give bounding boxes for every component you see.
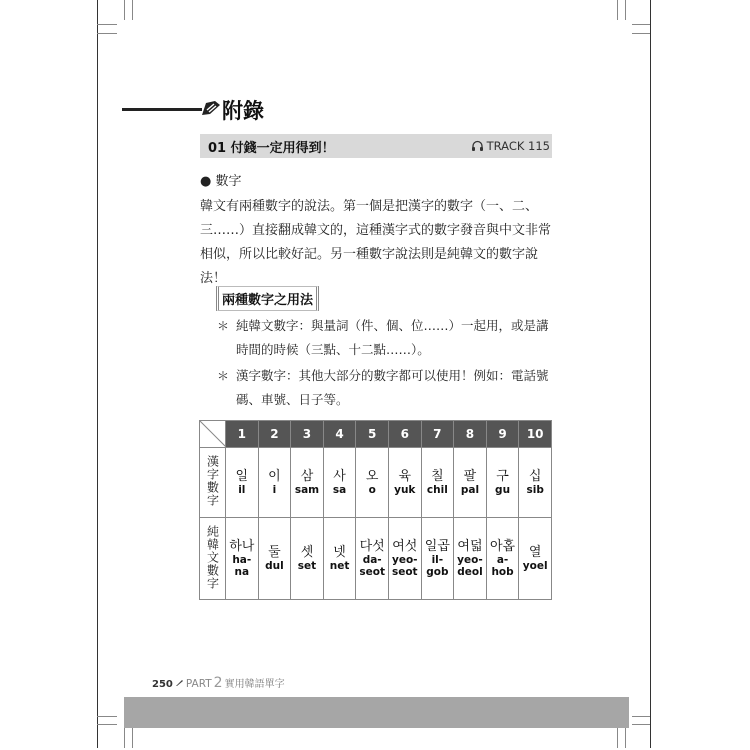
romanization: yoel [522, 559, 548, 572]
romanization: sib [526, 483, 544, 496]
number-header: 7 [421, 421, 454, 448]
number-cell [291, 518, 324, 600]
headphones-icon [471, 140, 484, 152]
romanization: o [368, 483, 376, 496]
korean-word: 오 [365, 468, 379, 484]
number-cell [388, 448, 421, 518]
row-label [200, 518, 226, 600]
crop-mark [132, 0, 133, 20]
crop-mark [617, 0, 618, 20]
row-label [200, 448, 226, 518]
number-cell [356, 448, 389, 518]
romanization: chil [426, 483, 448, 496]
number-cell [388, 518, 421, 600]
number-cell [291, 448, 324, 518]
number-cell [258, 518, 291, 600]
pencil-icon [175, 678, 184, 687]
crop-mark [625, 728, 626, 748]
table-row [200, 518, 552, 600]
page-number: 250 [152, 679, 173, 690]
number-header: 3 [291, 421, 324, 448]
number-cell [486, 518, 519, 600]
pencil-icon [201, 99, 221, 117]
romanization: i [272, 483, 277, 496]
number-cell [519, 448, 552, 518]
number-cell [258, 448, 291, 518]
romanization: yuk [394, 483, 416, 496]
korean-word: 셋 [300, 544, 314, 560]
romanization: a-hob [491, 553, 514, 578]
korean-word: 여덟 [457, 538, 483, 554]
korean-word: 육 [398, 468, 412, 484]
crop-mark [97, 724, 117, 725]
number-cell [226, 448, 259, 518]
korean-word: 구 [496, 468, 509, 484]
crop-mark [124, 728, 125, 748]
number-cell [486, 448, 519, 518]
page-footer [152, 675, 285, 691]
crop-mark [97, 24, 117, 25]
section-bar [200, 134, 552, 158]
romanization: set [297, 559, 317, 572]
number-header: 6 [388, 421, 421, 448]
crop-mark [124, 0, 125, 20]
track-label [471, 139, 550, 153]
numbers-subheading: ● 數字 [200, 174, 242, 189]
romanization: gu [495, 483, 511, 496]
korean-word: 넷 [333, 544, 346, 560]
crop-mark [632, 33, 650, 34]
bullet-item [217, 364, 557, 412]
crop-mark [632, 716, 650, 717]
page-title: 附錄 [222, 99, 264, 123]
romanization: il- gob [426, 553, 449, 578]
korean-word: 열 [528, 544, 542, 560]
track-number: TRACK 115 [486, 139, 550, 153]
korean-word: 둘 [268, 544, 281, 560]
footer-text: 實用韓語單字 [224, 679, 285, 690]
number-cell [323, 518, 356, 600]
korean-word: 팔 [463, 468, 477, 484]
row-label-text: 漢字數字 [205, 455, 220, 507]
part-label: PART [185, 678, 212, 690]
usage-heading: 兩種數字之用法 [216, 286, 319, 311]
section-title: 01 付錢一定用得到！ [208, 141, 335, 156]
asterisk-icon: ＊ [217, 369, 230, 383]
crop-mark [617, 728, 618, 748]
korean-word: 이 [268, 468, 281, 484]
number-cell [226, 518, 259, 600]
number-header: 9 [486, 421, 519, 448]
number-header: 1 [226, 421, 259, 448]
number-header: 2 [258, 421, 291, 448]
number-cell [323, 448, 356, 518]
number-cell [421, 518, 454, 600]
romanization: il [238, 483, 246, 496]
footer-bar [124, 697, 629, 728]
number-table [199, 420, 552, 598]
corner-diagonal [200, 421, 226, 447]
crop-mark [632, 24, 650, 25]
bullet-item [217, 314, 557, 362]
romanization: pal [460, 483, 480, 496]
korean-word: 일 [235, 468, 249, 484]
crop-mark [632, 724, 650, 725]
number-cell [454, 518, 487, 600]
romanization: yeo- seot [391, 553, 418, 578]
number-header: 8 [454, 421, 487, 448]
romanization: da- seot [359, 553, 385, 578]
table-header-row [200, 421, 552, 448]
part-number: 2 [213, 675, 223, 691]
korean-word: 하나 [229, 538, 255, 554]
korean-word: 다섯 [359, 538, 385, 554]
romanization: sam [294, 483, 320, 496]
crop-mark [132, 728, 133, 748]
romanization: yeo- deol [457, 553, 483, 578]
number-header: 4 [323, 421, 356, 448]
korean-word: 삼 [300, 468, 314, 484]
crop-mark [97, 33, 117, 34]
header-rule [122, 108, 202, 111]
number-cell [454, 448, 487, 518]
romanization: dul [265, 559, 284, 572]
korean-word: 여섯 [392, 538, 418, 554]
romanization: ha- na [232, 553, 252, 578]
number-cell [421, 448, 454, 518]
asterisk-icon: ＊ [217, 319, 230, 333]
korean-word: 사 [333, 468, 346, 484]
number-header: 10 [519, 421, 552, 448]
romanization: net [329, 559, 350, 572]
korean-word: 칠 [431, 468, 444, 484]
table-row [200, 448, 552, 518]
intro-paragraph: 韓文有兩種數字的說法。第一個是把漢字的數字（一、二、三……）直接翻成韓文的，這種漢字式的數字發音與中文非常相似，所以比較好記。另一種數字說法則是純韓文的數字說法！ [200, 199, 552, 286]
korean-word: 십 [528, 468, 542, 484]
korean-word: 일곱 [424, 538, 450, 554]
number-header: 5 [356, 421, 389, 448]
number-cell [356, 518, 389, 600]
bullet-text: 漢字數字：其他大部分的數字都可以使用！例如：電話號碼、車號、日子等。 [236, 368, 549, 407]
number-cell [519, 518, 552, 600]
crop-mark [97, 716, 117, 717]
bullet-text: 純韓文數字：與量詞（件、個、位……）一起用，或是講時間的時候（三點、十二點……）。 [236, 318, 549, 357]
crop-mark [625, 0, 626, 20]
row-label-text: 純韓文數字 [205, 524, 220, 590]
table-corner [200, 421, 226, 448]
romanization: sa [332, 483, 347, 496]
korean-word: 아홉 [489, 538, 516, 554]
